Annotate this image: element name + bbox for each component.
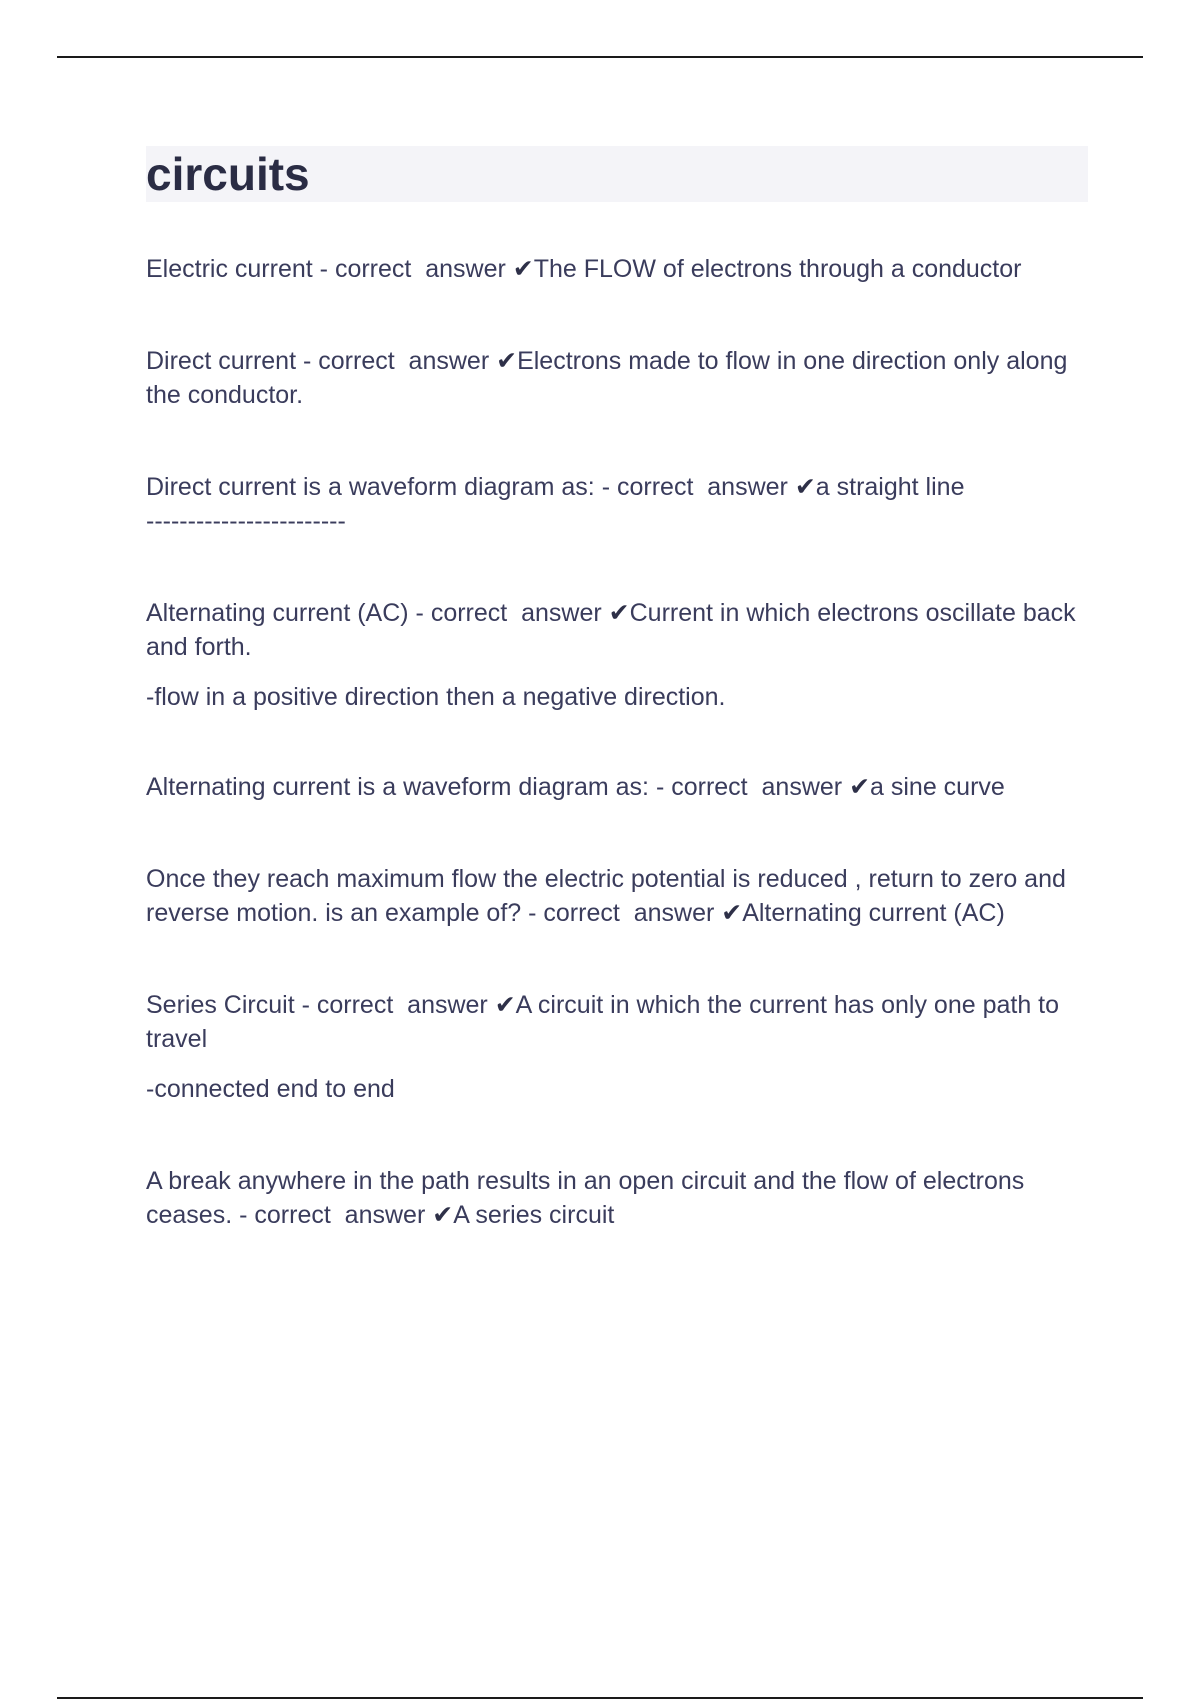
answer-extra-line: -flow in a positive direction then a negative direction. [146,683,726,711]
answer-marker: correct answer [671,773,843,801]
answer-extra-line: -connected end to end [146,1075,395,1103]
answer-text: A circuit in which the current has only one path to travel [146,991,1066,1053]
qa-line: Once they reach maximum flow the electric potential is reduced , return to zero and reverse motion. is an example of? - correct answer ✔Alternating current (AC) [146,865,1066,927]
checkmark-icon: ✔ [849,773,871,801]
qa-line: Alternating current (AC) - correct answer ✔Current in which electrons oscillate back and forth. [146,599,1083,661]
checkmark-icon: ✔ [496,347,518,375]
question-text: Electric current [146,255,313,283]
answer-text: a sine curve [870,773,1005,801]
answer-marker: correct answer [430,599,602,627]
qa-item [146,770,1088,804]
qa-line: Series Circuit - correct answer ✔A circuit in which the current has only one path to travel [146,991,1066,1053]
answer-marker: correct answer [543,899,715,927]
qa-item [146,252,1088,286]
question-text: A break anywhere in the path results in an open circuit and the flow of electrons ceases. [146,1167,1025,1229]
checkmark-icon: ✔ [721,899,743,927]
qa-item [146,988,1088,1106]
answer-marker: correct answer [616,473,788,501]
answer-marker: correct answer [316,991,488,1019]
checkmark-icon: ✔ [494,991,516,1019]
document-title: circuits [146,148,310,200]
question-text: Direct current [146,347,297,375]
answer-text: Electrons made to flow in one direction only along the conductor. [146,347,1075,409]
question-text: Direct current is a waveform diagram as: [146,473,595,501]
answer-text: Alternating current (AC) [742,899,1005,927]
checkmark-icon: ✔ [432,1201,454,1229]
qa-line: A break anywhere in the path results in an open circuit and the flow of electrons ceases. - correct answer ✔A series circuit [146,1167,1025,1229]
answer-marker: correct answer [254,1201,426,1229]
qa-item [146,344,1088,412]
bottom-rule [57,1697,1143,1699]
checkmark-icon: ✔ [512,255,534,283]
checkmark-icon: ✔ [608,599,630,627]
qa-item [146,862,1088,930]
qa-line: Electric current - correct answer ✔The FLOW of electrons through a conductor [146,255,1022,283]
title-band [146,146,1088,202]
question-text: Series Circuit [146,991,295,1019]
question-text: Alternating current (AC) [146,599,409,627]
answer-text: The FLOW of electrons through a conductor [533,255,1022,283]
qa-line: Alternating current is a waveform diagram as: - correct answer ✔a sine curve [146,773,1005,801]
qa-item [146,470,1088,538]
answer-marker: correct answer [318,347,490,375]
document-body [146,146,1088,1232]
qa-line: Direct current - correct answer ✔Electrons made to flow in one direction only along the conductor. [146,347,1075,409]
qa-item [146,1164,1088,1232]
answer-text: Current in which electrons oscillate back and forth. [146,599,1083,661]
qa-item [146,596,1088,714]
answer-text: a straight line ------------------------ [146,473,965,535]
top-rule [57,56,1143,58]
question-text: Once they reach maximum flow the electric potential is reduced , return to zero and reverse motion. is an example of? [146,865,1066,927]
checkmark-icon: ✔ [794,473,816,501]
question-text: Alternating current is a waveform diagram as: [146,773,649,801]
answer-text: A series circuit [453,1201,615,1229]
qa-list [146,252,1088,1232]
qa-line: Direct current is a waveform diagram as: - correct answer ✔a straight line ------------------------ [146,473,965,535]
answer-marker: correct answer [334,255,506,283]
